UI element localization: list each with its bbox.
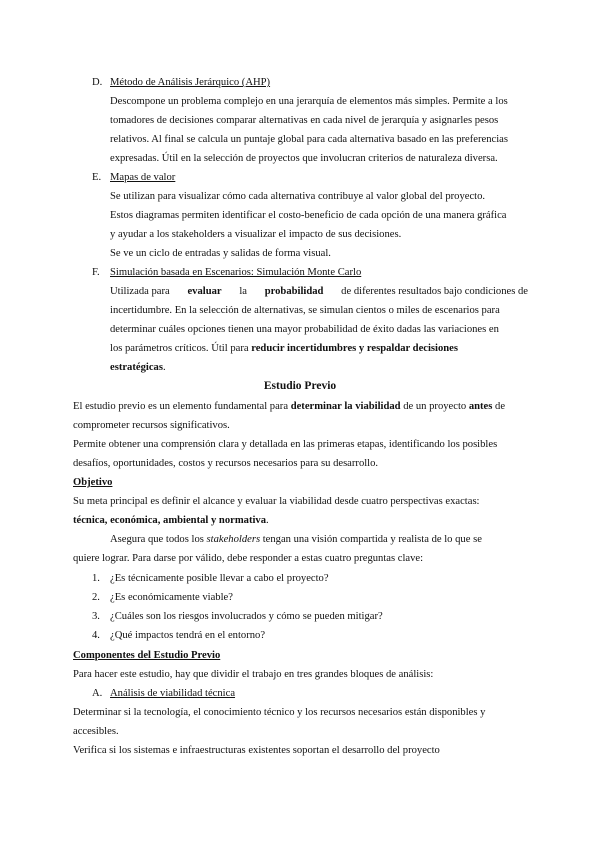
objetivo-line-4: quiere lograr. Para darse por válido, debe responder a estas cuatro preguntas clave: <box>73 553 424 564</box>
section-f-line-2: incertidumbre. En la selección de alternativas, se simulan cientos o miles de escenarios para <box>110 305 500 316</box>
list-letter-a: A. <box>92 688 103 699</box>
componentes-line-4: Verifica si los sistemas e infraestructuras existentes soportan el desarrollo del proyecto <box>73 745 440 756</box>
estudio-line-3: Permite obtener una comprensión clara y detallada en las primeras etapas, identificando los posibles <box>73 439 498 450</box>
estudio-line-2: comprometer recursos significativos. <box>73 420 230 431</box>
question-number-2: 2. <box>92 592 100 603</box>
componentes-line-1: Para hacer este estudio, hay que dividir el trabajo en tres grandes bloques de análisis: <box>73 669 434 680</box>
section-f-line-4: los parámetros críticos. Útil para reducir incertidumbres y respaldar decisiones <box>110 343 458 354</box>
section-e-line-4: Se ve un ciclo de entradas y salidas de forma visual. <box>110 248 331 259</box>
section-d-line-3: relativos. Al final se calcula un puntaje global para cada alternativa basado en las preferencias <box>110 134 508 145</box>
objetivo-line-1: Su meta principal es definir el alcance y evaluar la viabilidad desde cuatro perspectivas exactas: <box>73 496 480 507</box>
estudio-line-4: desafíos, oportunidades, costos y recursos necesarios para su desarrollo. <box>73 458 379 469</box>
question-text-1: ¿Es técnicamente posible llevar a cabo el proyecto? <box>110 573 329 584</box>
objetivo-line-2: técnica, económica, ambiental y normativa. <box>73 515 269 526</box>
question-number-4: 4. <box>92 630 100 641</box>
componentes-line-3: accesibles. <box>73 726 119 737</box>
question-text-3: ¿Cuáles son los riesgos involucrados y cómo se pueden mitigar? <box>110 611 383 622</box>
section-f-line-5: estratégicas. <box>110 362 166 373</box>
estudio-previo-heading: Estudio Previo <box>263 380 337 392</box>
question-text-4: ¿Qué impactos tendrá en el entorno? <box>110 630 266 641</box>
section-f-line-1: Utilizada para evaluar la probabilidad de diferentes resultados bajo condiciones de <box>110 286 528 297</box>
list-letter-f: F. <box>92 267 100 278</box>
section-d-line-2: tomadores de decisiones comparar alternativas en cada nivel de jerarquía y asignarles pesos <box>110 115 499 126</box>
section-e-line-3: y ayudar a los stakeholders a visualizar el impacto de sus decisiones. <box>110 229 402 240</box>
section-d-line-4: expresadas. Útil en la selección de proyectos que involucran criterios de naturaleza diversa. <box>110 153 498 164</box>
componentes-heading: Componentes del Estudio Previo <box>73 650 221 661</box>
section-d-title: Método de Análisis Jerárquico (AHP) <box>110 77 271 88</box>
section-f-title: Simulación basada en Escenarios: Simulación Monte Carlo <box>110 267 362 278</box>
section-e-line-2: Estos diagramas permiten identificar el costo-beneficio de cada opción de una manera gráfica <box>110 210 507 221</box>
list-letter-e: E. <box>92 172 102 183</box>
section-d-line-1: Descompone un problema complejo en una jerarquía de elementos más simples. Permite a los <box>110 96 508 107</box>
list-letter-d: D. <box>92 77 103 88</box>
componentes-line-2: Determinar si la tecnología, el conocimiento técnico y los recursos necesarios están disponibles y <box>73 707 486 718</box>
section-f-line-3: determinar cuáles opciones tienen una mayor probabilidad de éxito dadas las variaciones en <box>110 324 499 335</box>
question-number-1: 1. <box>92 573 100 584</box>
objetivo-line-3: Asegura que todos los stakeholders tengan una visión compartida y realista de lo que se <box>110 534 482 545</box>
section-e-title: Mapas de valor <box>110 172 176 183</box>
question-number-3: 3. <box>92 611 100 622</box>
estudio-line-1: El estudio previo es un elemento fundamental para determinar la viabilidad de un proyecto antes de <box>73 401 506 412</box>
component-a-title: Análisis de viabilidad técnica <box>110 688 236 699</box>
objetivo-heading: Objetivo <box>73 477 113 488</box>
section-e-line-1: Se utilizan para visualizar cómo cada alternativa contribuye al valor global del proyecto. <box>110 191 486 202</box>
question-text-2: ¿Es económicamente viable? <box>110 592 233 603</box>
